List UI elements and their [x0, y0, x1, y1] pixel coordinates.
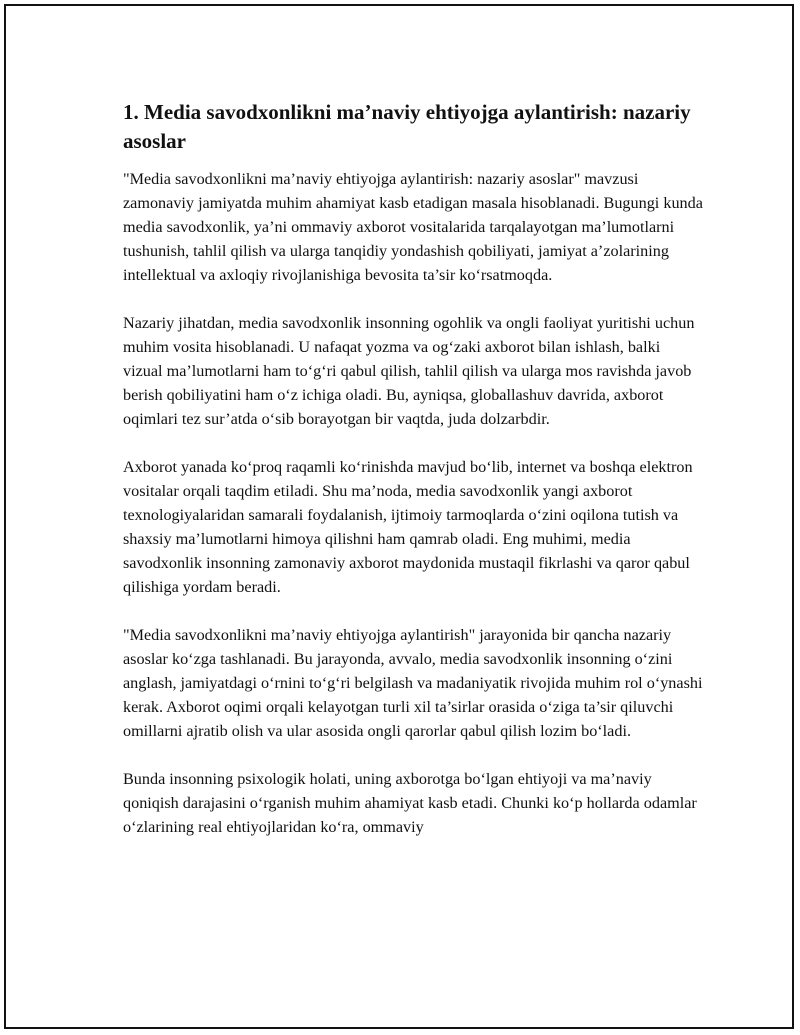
paragraph-3: Axborot yanada ko‘proq raqamli ko‘rinishda mavjud bo‘lib, internet va boshqa elektron vositalar orqali taqdim etiladi. Shu ma’noda, media savodxonlik yangi axborot texnologiyalaridan samarali foydalanish, ijtimoiy tarmoqlarda o‘zini oqilona tutish va shaxsiy ma’lumotlarni himoya qilishni ham qamrab oladi. Eng muhimi, media savodxonlik insonning zamonaviy axborot maydonida mustaqil fikrlashi va qaror qabul qilishiga yordam beradi.	[123, 458, 693, 596]
paragraph-4: "Media savodxonlikni ma’naviy ehtiyojga aylantirish" jarayonida bir qancha nazariy asoslar ko‘zga tashlanadi. Bu jarayonda, avvalo, media savodxonlik insonning o‘zini anglash, jamiyatdagi o‘rnini to‘g‘ri belgilash va madaniyatik rivojida muhim rol o‘ynashi kerak. Axborot oqimi orqali kelayotgan turli xil ta’sirlar orasida o‘ziga ta’sir qiluvchi omillarni ajratib olish va ular asosida ongli qarorlar qabul qilish lozim bo‘ladi.	[123, 626, 703, 740]
paragraph-2: Nazariy jihatdan, media savodxonlik insonning ogohlik va ongli faoliyat yuritishi uchun muhim vosita hisoblanadi. U nafaqat yozma va og‘zaki axborot bilan ishlash, balki vizual ma’lumotlarni ham to‘g‘ri qabul qilish, tahlil qilish va ularga mos ravishda javob berish qobiliyatini ham o‘z ichiga oladi. Bu, ayniqsa, globallashuv davrida, axborot oqimlari tez sur’atda o‘sib borayotgan bir vaqtda, juda dolzarbdir.	[123, 314, 695, 428]
page-frame	[4, 4, 794, 1029]
section-heading: 1. Media savodxonlikni ma’naviy ehtiyojga aylantirish: nazariy asoslar	[123, 100, 691, 153]
paragraph-5: Bunda insonning psixologik holati, uning axborotga bo‘lgan ehtiyoji va ma’naviy qoniqish darajasini o‘rganish muhim ahamiyat kasb etadi. Chunki ko‘p hollarda odamlar o‘zlarining real ehtiyojlaridan ko‘ra, ommaviy	[123, 770, 697, 836]
document-body	[123, 98, 703, 863]
paragraph-1: "Media savodxonlikni ma’naviy ehtiyojga aylantirish: nazariy asoslar" mavzusi zamonaviy jamiyatda muhim ahamiyat kasb etadigan masala hisoblanadi. Bugungi kunda media savodxonlik, ya’ni ommaviy axborot vositalarida tarqalayotgan ma’lumotlarni tushunish, tahlil qilish va ularga tanqidiy yondashish qobiliyati, jamiyat a’zolarining intellektual va axloqiy rivojlanishiga bevosita ta’sir ko‘rsatmoqda.	[123, 170, 703, 284]
